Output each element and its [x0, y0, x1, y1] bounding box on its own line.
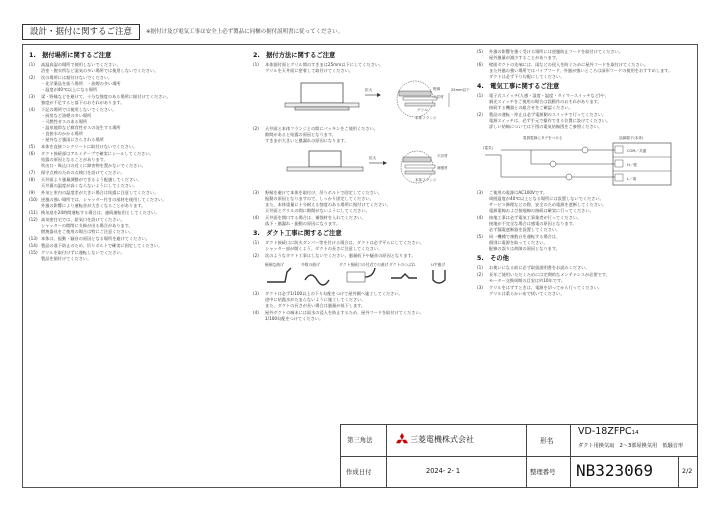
item-text: 屋外ダクトの端末には雨水の浸入を防止するため、屋外フードを取付けてください。: [265, 310, 424, 315]
item-list: [253, 190, 469, 227]
item-text: 天井面と本体フランジとの間にパッキンをご使用ください。: [265, 126, 378, 131]
item-text: 下記の場所では使用しないでください。: [41, 107, 117, 112]
item-subtext: ・温泉地帯など腐食性ガスの発生する場所: [41, 125, 121, 130]
item-list: [253, 62, 469, 74]
item-text: ご使用の電源はAC100Vです。: [489, 190, 548, 195]
list-item: [29, 94, 243, 106]
item-text: グリルを取付けずに運転しないでください。: [41, 250, 125, 255]
header-bar: [22, 22, 698, 42]
wiring-title: 電源電線にタグをつける: [523, 136, 563, 140]
item-subtext: 外風の影響により運転音が大きくなることがあります。: [41, 203, 146, 208]
item-text: 保守点検のための点検口を設けてください。: [41, 170, 125, 175]
list-item: [29, 144, 243, 150]
item-list: [477, 49, 691, 80]
page-number: 2/2: [682, 467, 693, 475]
list-item: [477, 272, 691, 284]
duct-label: ダクトのつぶれ: [389, 262, 416, 267]
item-number: (1): [29, 62, 35, 67]
item-number: (3): [253, 291, 259, 296]
item-subtext: また、ダクトの長さが長い場合は風量が低下します。: [265, 303, 366, 308]
list-item: [29, 197, 243, 209]
item-subtext: ・直接水のかかる場所: [41, 131, 83, 136]
item-list: [477, 190, 691, 252]
item-subtext: 屋外風量が減少することがあります。: [489, 55, 560, 60]
item-number: (1): [477, 93, 483, 98]
item-subtext: 詳しい結線については下図の電気結線図をご参照ください。: [489, 124, 602, 129]
item-subtext: ダクトは必ず下り勾配にしてください。: [489, 74, 565, 79]
item-subtext: ・可燃性ガスのある場所: [41, 119, 88, 124]
item-text: 次の場所には据付けないでください。: [41, 75, 113, 80]
list-item: [253, 310, 469, 322]
label-flange: 本体フランジ: [415, 178, 437, 182]
item-list: [29, 62, 243, 262]
item-number: (6): [29, 151, 35, 156]
item-text: 外風の影響を強く受ける場所には逆風防止フードを取付けてください。: [489, 49, 623, 54]
section-title: 2. 据付方法に関するご注意: [253, 52, 336, 59]
item-subtext: 接続する機器との組合せをご確認ください。: [489, 105, 573, 110]
item-number: (5): [477, 49, 483, 54]
figure-duct-bad-examples: [265, 262, 469, 288]
label-enlarge: 拡大: [365, 88, 373, 92]
item-number: (4): [477, 215, 483, 220]
item-text: 梁・野縁などを避けて、十分な強度のある場所に据付けてください。: [41, 94, 171, 99]
list-item: [477, 93, 691, 111]
duct-label: 多数の曲げ: [301, 262, 320, 267]
item-number: (2): [253, 253, 259, 258]
section-title: 3. ダクト工事に関するご注意: [253, 230, 342, 237]
item-number: (2): [477, 272, 483, 277]
item-subtext: 電源スイッチは、必ず手元で操作できる位置に設けてください。: [489, 118, 611, 123]
section-title: 4. 電気工事に関するご注意: [477, 83, 560, 90]
item-subtext: 周囲温度が40℃以上となる場所には設置しないでください。: [489, 196, 604, 201]
title-block: [340, 424, 698, 488]
item-text: 電子式スイッチ(人感・湿度・温度・タイマースイッチなど)や、: [489, 93, 609, 98]
item-subtext: 必ず漏電遮断器を設置してください。: [489, 227, 561, 232]
item-subtext: グリルは柔らかい布で拭いてください。: [489, 291, 565, 296]
figure-reinforcement: [265, 147, 469, 187]
figure-grille-gap: [265, 77, 469, 123]
column-installation-method: [253, 49, 469, 323]
item-number: (1): [253, 240, 259, 245]
item-text: 壁面ダクトの先端には、雨などの侵入を防ぐために屋外フードを取付けてください。: [489, 62, 649, 67]
duct-label: 極端な曲げ: [265, 262, 284, 267]
list-item: [29, 243, 243, 249]
item-text: お使いになる前に必ず取扱説明書をお読みください。: [489, 265, 590, 270]
item-subtext: 天井裏の温度が高くならないようにしてください。: [41, 183, 138, 188]
item-subtext: また外風の強い場所ではパイプフード、外風が強いところは深形フードの使用をおすすめします。: [489, 68, 673, 73]
list-item: [477, 49, 691, 61]
list-item: [477, 190, 691, 214]
item-number: (5): [477, 234, 483, 239]
list-item: [477, 234, 691, 252]
item-number: (13): [29, 236, 38, 241]
item-subtext: 浴室・脱衣所など湿気の多い場所では使用しないでください。: [41, 68, 159, 73]
item-number: (6): [477, 62, 483, 67]
list-item: [29, 75, 243, 93]
item-text: 接地工事は必ず電気工事業者が行ってください。: [489, 215, 582, 220]
item-subtext: 製品を据付けてください。: [41, 256, 92, 261]
list-item: [253, 190, 469, 214]
item-number: (3): [477, 285, 483, 290]
item-text: 換気扇を24時間運転する場合は、連続運転用としてください。: [41, 210, 160, 215]
item-text: 野縁を避けて本体を取付け、吊りボルトで固定してください。: [265, 190, 383, 195]
figure-wiring: [481, 133, 691, 187]
company-logo-icon: [396, 433, 408, 446]
list-item: [477, 215, 691, 233]
item-text: 逆風の強い場所では、シャッター付きの部材を使用してください。: [41, 197, 167, 202]
item-text: 本体据付面とグリル間のすきまは25mm以下にしてください。: [265, 62, 384, 67]
item-subtext: ・温度が40℃以上になる場所: [41, 87, 98, 92]
item-list: [477, 265, 691, 297]
list-item: [29, 62, 243, 74]
item-subtext: ・化学薬品を扱う場所 ・油煙の多い場所: [41, 81, 121, 86]
item-text: 高温高湿の場所で使用しないでください。: [41, 62, 121, 67]
wiring-diagram: [481, 133, 691, 187]
label-reinforcement: 補強材: [437, 166, 448, 170]
section-title: 5. その他: [477, 255, 509, 262]
item-subtext: ・屋外など風雨にさらされる場所: [41, 137, 104, 142]
item-text: ダクト接続部はアルミテープで確実にシールしてください。: [41, 151, 154, 156]
item-number: (1): [477, 265, 483, 270]
list-item: [29, 107, 243, 143]
item-number: (4): [253, 215, 259, 220]
duct-label: U字曲げ: [431, 262, 446, 267]
list-item: [253, 215, 469, 227]
item-number: (8): [29, 177, 35, 182]
item-number: (11): [29, 210, 38, 215]
item-subtext: モーター交換周期の目安は約10年です。: [489, 278, 566, 283]
terminal-label: H／強: [627, 163, 637, 167]
item-number: (15): [29, 250, 38, 255]
item-number: (4): [29, 107, 35, 112]
label-enlarge: 拡大: [369, 156, 377, 160]
item-subtext: 天井面とグリルの間に隙間がないようにしてください。: [265, 208, 370, 213]
item-number: (3): [477, 190, 483, 195]
list-item: [477, 112, 691, 130]
item-text: 長年ご使用いただくためには定期的なメンテナンスが必要です。: [489, 272, 610, 277]
document-page: [22, 22, 698, 488]
item-text: グリルをはずすときは、電源を切ってから行ってください。: [489, 285, 603, 290]
item-subtext: シャッター部が開くよう、ダクトの長さに注意してください。: [265, 246, 383, 251]
item-number: (4): [253, 310, 259, 315]
item-text: 製品の落下防止のため、吊りボルトで確実に固定してください。: [41, 243, 163, 248]
date-label: 作成日付: [346, 468, 372, 476]
duct-label: ダクト接続口の付近での曲げ: [339, 262, 389, 267]
item-text: 天井面より風量調整ができるよう配慮してください。: [41, 177, 142, 182]
creation-date: 2024- 2- 1: [426, 467, 461, 475]
list-item: [29, 170, 243, 176]
item-list: [477, 93, 691, 130]
item-subtext: サービス修理などの際、安全のため電源を遮断してください。: [489, 202, 607, 207]
item-list: [253, 291, 469, 322]
item-number: (14): [29, 243, 38, 248]
list-item: [29, 217, 243, 235]
item-subtext: 結露の原因となることがあります。: [41, 157, 108, 162]
list-item: [29, 210, 243, 216]
item-text: 本体を直接コンクリートに取付けないでください。: [41, 144, 138, 149]
label-gap: 25mm以下: [451, 88, 470, 92]
label-ceiling: 天井材: [437, 154, 448, 158]
item-subtext: 個別に電源を取ってください。: [489, 240, 548, 245]
item-text: ダクト接続口に防火ダンパー等を付ける場合は、ダクトは必ず平らにしてください。: [265, 240, 424, 245]
item-subtext: 電源電線および接地線の接続は確実に行ってください。: [489, 208, 594, 213]
column-electrical: [477, 49, 691, 298]
item-subtext: 強度が不足すると落下のおそれがあります。: [41, 100, 125, 105]
header-note: ※据付け及び電気工事は安全上必ず製品に同梱の据付説明書に従ってください。: [146, 29, 344, 35]
item-number: (2): [253, 126, 259, 131]
item-number: (1): [253, 62, 259, 67]
item-list: [253, 240, 469, 259]
list-item: [477, 285, 691, 297]
item-subtext: 隙間があると結露の原因となります。: [265, 132, 336, 137]
item-number: (5): [29, 144, 35, 149]
wiring-right-label: 詰線端子(本体): [619, 136, 644, 140]
section-title: 1. 据付場所に関するご注意: [29, 52, 112, 59]
item-number: (9): [29, 190, 35, 195]
item-subtext: ・厨房など油煙の多い場所: [41, 113, 92, 118]
list-item: [29, 236, 243, 242]
list-item: [29, 190, 243, 196]
list-item: [253, 62, 469, 74]
model-label: 形名: [540, 437, 554, 445]
item-subtext: 落下・風漏れ・振動の原因になります。: [265, 221, 341, 226]
item-subtext: 途中に結露水がたまらないように施工してください。: [265, 297, 366, 302]
label-ceiling: 天井材: [433, 95, 444, 99]
company-name: 三菱電機株式会社: [410, 435, 474, 444]
item-list: [253, 126, 469, 144]
list-item: [29, 250, 243, 262]
terminal-label: COM／共通: [627, 149, 647, 153]
item-text: 同一機種で複数台を運転する場合は、: [489, 234, 561, 239]
item-number: (10): [29, 197, 38, 202]
item-subtext: シャッターの開閉に支障が出る場合があります。: [41, 223, 133, 228]
item-text: 高気密住宅では、給気口を設けてください。: [41, 217, 125, 222]
item-text: 外気と室内の温度差が大きい場合は結露に注意してください。: [41, 190, 159, 195]
projection-angle: 第三角法: [347, 436, 373, 444]
model-number: VD-18ZFPC14: [578, 426, 639, 437]
item-text: 本体は、振動・騒音の原因となる場所を避けてください。: [41, 236, 150, 241]
list-item: [253, 253, 469, 259]
item-text: ダクトは必ず1/100以上の下り勾配をつけて屋外側へ施工してください。: [265, 291, 403, 296]
item-subtext: また、本体重量に十分耐える強度のある場所に据付けてください。: [265, 202, 391, 207]
label-grille: グリル: [417, 108, 428, 112]
item-number: (2): [477, 112, 483, 117]
item-subtext: グリルを天井面に密着して取付けてください。: [265, 68, 353, 73]
item-number: (2): [29, 75, 35, 80]
item-subtext: 吹出口・吸込口の近くに障害物を置かないでください。: [41, 163, 146, 168]
document-title: 設計・据付に関するご注意: [22, 24, 140, 40]
document-number: NB323069: [576, 461, 654, 480]
product-description: ダクト用換気扇 2～3部屋換気用 低騒音形: [578, 443, 684, 449]
item-subtext: 接地が不完全な場合は感電の原因となります。: [489, 221, 577, 226]
item-subtext: 燃焼器具をご使用の場合は特にご注意ください。: [41, 229, 134, 234]
item-number: (12): [29, 217, 38, 222]
item-subtext: 振動の原因となりますので、しっかり固定してください。: [265, 196, 374, 201]
item-text: 製品の運転・停止は必ず電源側のスイッチで行ってください。: [489, 112, 607, 117]
wiring-left-label: (電気): [483, 146, 493, 150]
list-item: [253, 291, 469, 309]
item-number: (7): [29, 170, 35, 175]
label-flange: 本体フランジ: [415, 116, 437, 120]
item-subtext: 調光スイッチをご使用の場合は誤動作のおそれがあります。: [489, 99, 602, 104]
terminal-label: L／弱: [627, 177, 637, 181]
item-subtext: すきまが大きいと風漏れの原因になります。: [265, 138, 349, 143]
number-label: 整理番号: [530, 468, 556, 476]
list-item: [253, 240, 469, 252]
list-item: [477, 62, 691, 80]
item-number: (3): [253, 190, 259, 195]
item-text: 天井面を開口する場合は、補強材を入れてください。: [265, 215, 366, 220]
item-subtext: 1/100勾配をつけてください。: [265, 316, 324, 321]
list-item: [29, 151, 243, 169]
item-subtext: 配線の誤りは故障の原因となります。: [489, 246, 560, 251]
list-item: [29, 177, 243, 189]
item-text: 次のようなダクト工事はしないでください。風量低下や騒音の原因となります。: [265, 253, 416, 258]
item-number: (3): [29, 94, 35, 99]
content-frame: [22, 44, 698, 488]
list-item: [477, 265, 691, 271]
list-item: [253, 126, 469, 144]
mitsubishi-logo-icon: [396, 433, 408, 444]
label-joist: 野縁: [433, 87, 441, 91]
column-installation-place: [29, 49, 243, 263]
